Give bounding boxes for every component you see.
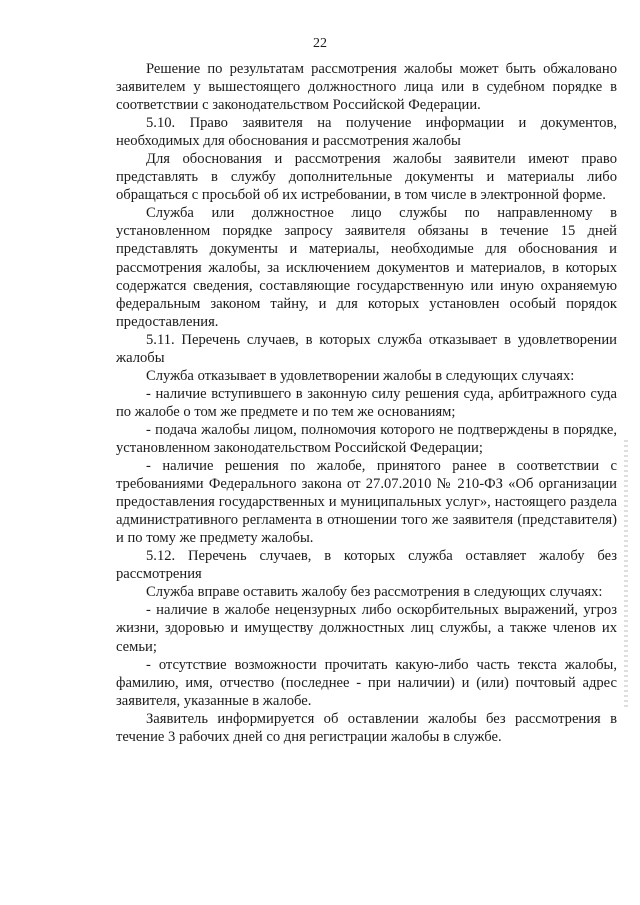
document-body	[116, 60, 617, 746]
section-heading-5-11: 5.11. Перечень случаев, в которых служба отказывает в удовлетворении жалобы	[116, 331, 617, 366]
paragraph-notification: Заявитель информируется об оставлении жалобы без рассмотрения в течение 3 рабочих дней со дня регистрации жалобы в службе.	[116, 710, 617, 745]
section-heading-5-12: 5.12. Перечень случаев, в которых служба оставляет жалобу без рассмотрения	[116, 548, 617, 583]
paragraph-refusal-cases-intro: Служба отказывает в удовлетворении жалобы в следующих случаях:	[146, 367, 575, 384]
section-heading-5-10: 5.10. Право заявителя на получение информации и документов, необходимых для обоснования и рассмотрения жалобы	[116, 115, 617, 150]
scan-edge-artifact	[624, 440, 628, 710]
list-item-prior-decision: - наличие решения по жалобе, принятого ранее в соответствии с требованиями Федерального закона от 27.07.2010 № 210-ФЗ «Об организации предоставления государственных и муниципальных услуг», настоящего раздела административного регламента в отношении того же заявителя (представителя) и по тому же предмету жалобы.	[116, 458, 617, 547]
list-item-court-decision: - наличие вступившего в законную силу решения суда, арбитражного суда по жалобе о том же предмете и по тем же основаниям;	[116, 385, 617, 420]
paragraph-no-review-cases-intro: Служба вправе оставить жалобу без рассмотрения в следующих случаях:	[146, 584, 603, 601]
paragraph-right-to-documents: Для обоснования и рассмотрения жалобы заявители имеют право представлять в службу дополнительные документы и материалы либо обращаться с просьбой об их истребовании, в том числе в электронной форме.	[116, 151, 617, 204]
paragraph-appeal-decision: Решение по результатам рассмотрения жалобы может быть обжаловано заявителем у вышестоящего должностного лица или в судебном порядке в соответствии с законодательством Российской Федерации.	[116, 61, 617, 114]
list-item-unauthorized-filing: - подача жалобы лицом, полномочия которого не подтверждены в порядке, установленном законодательством Российской Федерации;	[116, 421, 617, 456]
page-number: 22	[313, 36, 327, 51]
paragraph-service-obligation: Служба или должностное лицо службы по направленному в установленном порядке запросу заявителя обязаны в течение 15 дней представлять документы и материалы, необходимые для обоснования и рассмотрения жалобы, за исключением документов и материалов, в которых содержатся сведения, составляющие государственную или иную охраняемую федеральным законом тайну, и для которых установлен особый порядок предоставления.	[116, 205, 617, 330]
list-item-unreadable-text: - отсутствие возможности прочитать какую-либо часть текста жалобы, фамилию, имя, отчество (последнее - при наличии) и (или) почтовый адрес заявителя, указанные в жалобе.	[116, 656, 617, 709]
list-item-offensive-language: - наличие в жалобе нецензурных либо оскорбительных выражений, угроз жизни, здоровью и имуществу должностных лиц службы, а также членов их семьи;	[116, 602, 617, 655]
